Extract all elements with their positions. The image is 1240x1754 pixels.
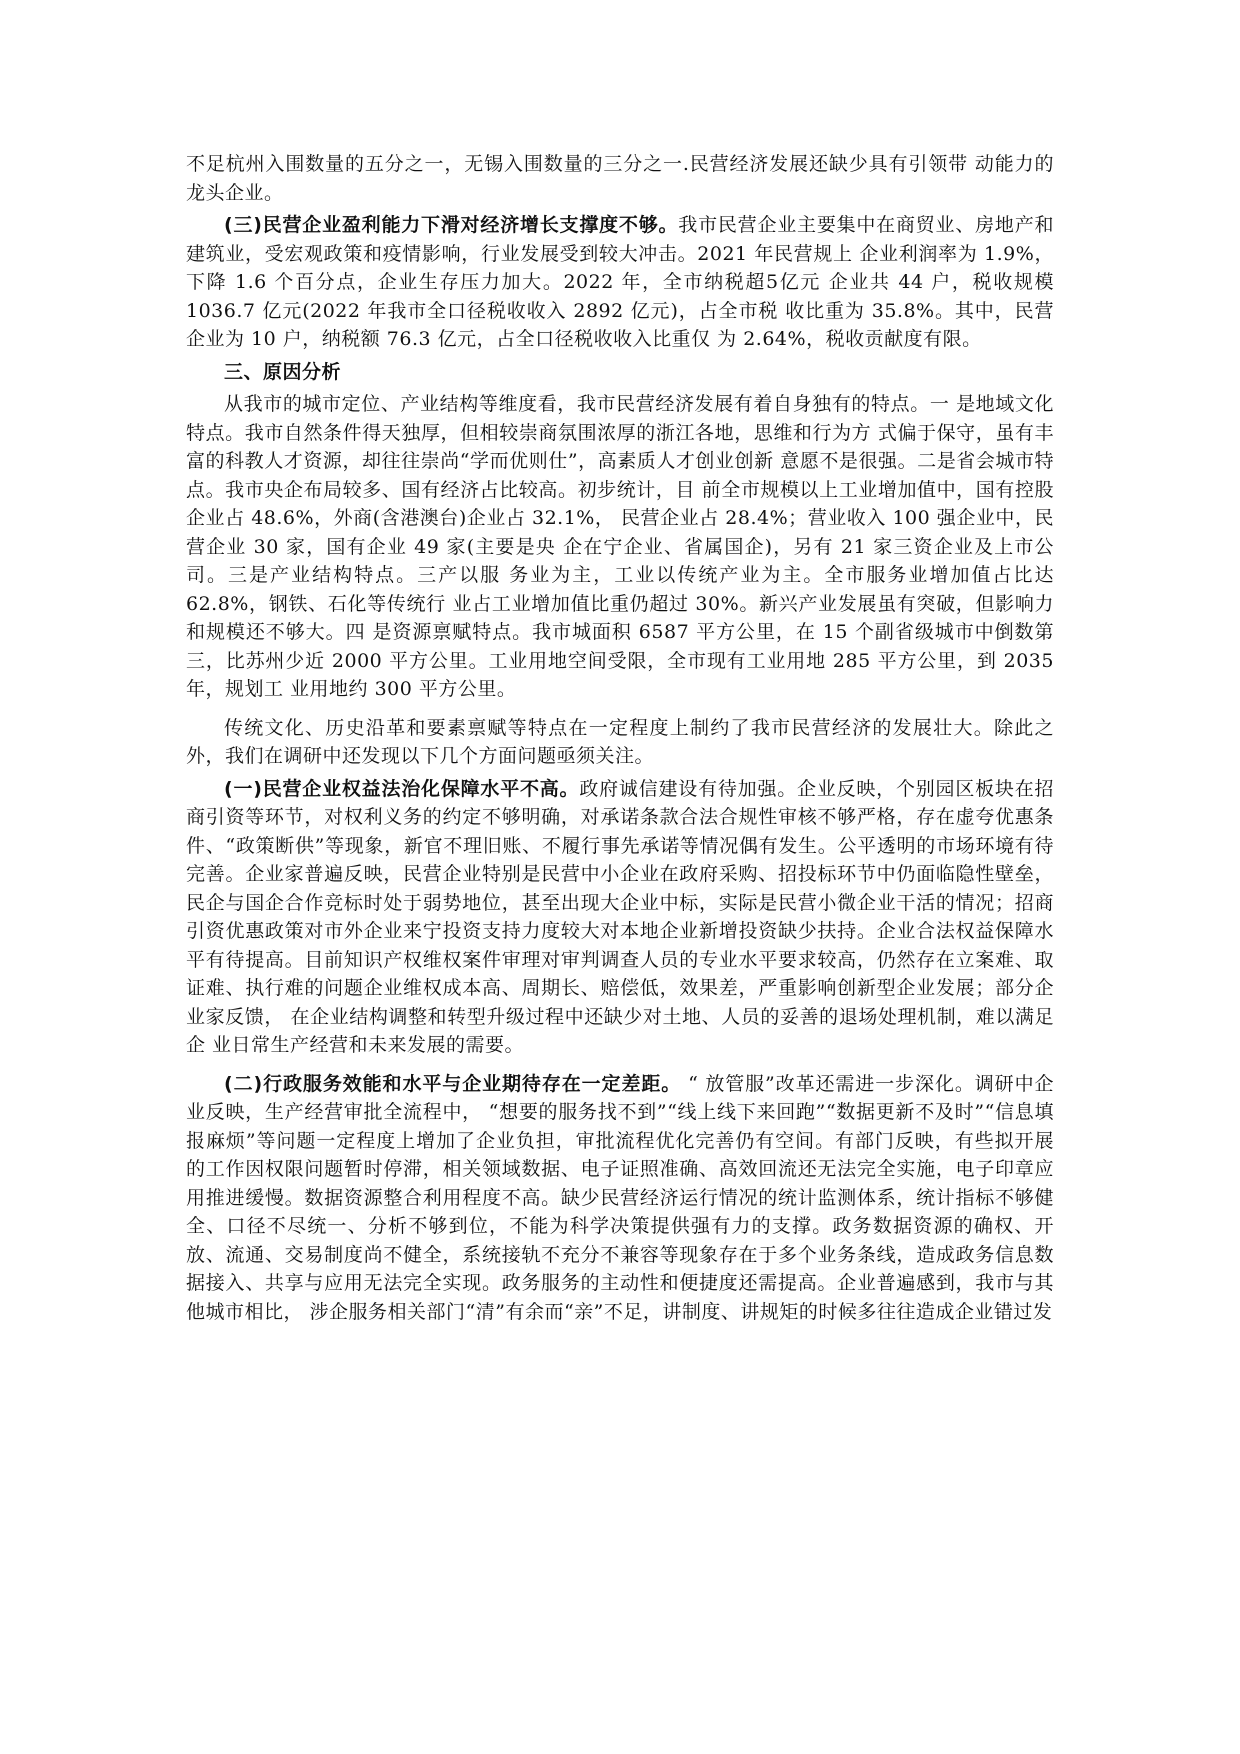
paragraph-rights-protection — [186, 775, 1054, 1060]
paragraph-lead: (三)民营企业盈利能力下滑对经济增长支撑度不够。 — [224, 214, 679, 236]
paragraph-text: 政府诚信建设有待加强。企业反映，个别园区板块在招商引资等环节，对权利义务的约定不够明确，对承诺条款合法合规性审核不够严格，存在虚夸优惠条件、“政策断供”等现象，新官不理旧账、不履行事先承诺等情况偶有发生。公平透明的市场环境有待完善。企业家普遍反映，民营企业特别是民营中小企业在政府采购、招投标环节中仍面临隐性壁垒，民企与国企合作竞标时处于弱势地位，甚至出现大企业中标，实际是民营小微企业干活的情况；招商引资优惠政策对市外企业来宁投资支持力度较大对本地企业新增投资缺少扶持。企业合法权益保障水平有待提高。目前知识产权维权案件审理对审判调查人员的专业水平要求较高，仍然存在立案难、取证难、执行难的问题企业维权成本高、周期长、赔偿低，效果差，严重影响创新型企业发展；部分企业家反馈， 在企业结构调整和转型升级过程中还缺少对土地、人员的妥善的退场处理机制，难以满足企 业日常生产经营和未来发展的需要。 — [186, 777, 1054, 1056]
section-heading-text: 三、原因分析 — [224, 360, 342, 383]
paragraph-text: “ 放管服”改革还需进一步深化。调研中企业反映，生产经营审批全流程中， “想要的服务找不到”“线上线下来回跑”“数据更新不及时”“信息填报麻烦”等问题一定程度上增加了企业负担，审批流程优化完善仍有空间。有部门反映，有些拟开展的工作因权限问题暂时停滞，相关领域数据、电子证照准确、高效回流还无法完全实施，电子印章应用推进缓慢。数据资源整合利用程度不高。缺少民营经济运行情况的统计监测体系，统计指标不够健全、口径不尽统一、分析不够到位，不能为科学决策提供强有力的支撑。政务数据资源的确权、开放、流通、交易制度尚不健全，系统接轨不充分不兼容等现象存在于多个业务条线，造成政务信息数据接入、共享与应用无法完全实现。政务服务的主动性和便捷度还需提高。企业普遍感到，我市与其他城市相比， 涉企服务相关部门“清”有余而“亲”不足，讲制度、讲规矩的时候多往往造成企业错过发 — [186, 1072, 1054, 1323]
paragraph-summary — [186, 714, 1054, 771]
document-page — [186, 150, 1054, 1330]
paragraph-text: 我市民营企业主要集中在商贸业、房地产和建筑业，受宏观政策和疫情影响，行业发展受到较大冲击。2021 年民营规上 企业利润率为 1.9%，下降 1.6 个百分点，企业生存压力加大。2022 年，全市纳税超5亿元 企业共 44 户，税收规模 1036.7 亿元(2022 年我市全口径税收收入 2892 亿元)，占全市税 收比重为 35.8%。其中，民营企业为 10 户，纳税额 76.3 亿元，占全口径税收收入比重仅 为 2.64%，税收贡献度有限。 — [186, 214, 1054, 350]
section-heading — [186, 358, 1054, 387]
paragraph-text: 传统文化、历史沿革和要素禀赋等特点在一定程度上制约了我市民营经济的发展壮大。除此之外，我们在调研中还发现以下几个方面问题亟须关注。 — [186, 716, 1054, 767]
paragraph-text: 从我市的城市定位、产业结构等维度看，我市民营经济发展有着自身独有的特点。一 是地域文化特点。我市自然条件得天独厚，但相较崇商氛围浓厚的浙江各地，思维和行为方 式偏于保守，虽有丰富的科教人才资源，却往往崇尚“学而优则仕”，高素质人才创业创新 意愿不是很强。二是省会城市特点。我市央企布局较多、国有经济占比较高。初步统计，目 前全市规模以上工业增加值中，国有控股企业占 48.6%，外商(含港澳台)企业占 32.1%， 民营企业占 28.4%；营业收入 100 强企业中，民营企业 30 家，国有企业 49 家(主要是央 企在宁企业、省属国企)，另有 21 家三资企业及上市公司。三是产业结构特点。三产以服 务业为主，工业以传统产业为主。全市服务业增加值占比达 62.8%，钢铁、石化等传统行 业占工业增加值比重仍超过 30%。新兴产业发展虽有突破，但影响力和规模还不够大。四 是资源禀赋特点。我市城面积 6587 平方公里，在 15 个副省级城市中倒数第三，比苏州少近 2000 平方公里。工业用地空间受限，全市现有工业用地 285 平方公里，到 2035 年，规划工 业用地约 300 平方公里。 — [186, 393, 1054, 700]
paragraph-text: 不足杭州入围数量的五分之一，无锡入围数量的三分之一.民营经济发展还缺少具有引领带 动能力的龙头企业。 — [186, 153, 1054, 204]
paragraph-continuation — [186, 150, 1054, 207]
paragraph-lead: (二)行政服务效能和水平与企业期待存在一定差距。 — [224, 1072, 682, 1095]
paragraph-profitability — [186, 211, 1054, 354]
paragraph-admin-service — [186, 1070, 1054, 1327]
paragraph-city-features — [186, 390, 1054, 704]
paragraph-lead: (一)民营企业权益法治化保障水平不高。 — [224, 777, 580, 800]
